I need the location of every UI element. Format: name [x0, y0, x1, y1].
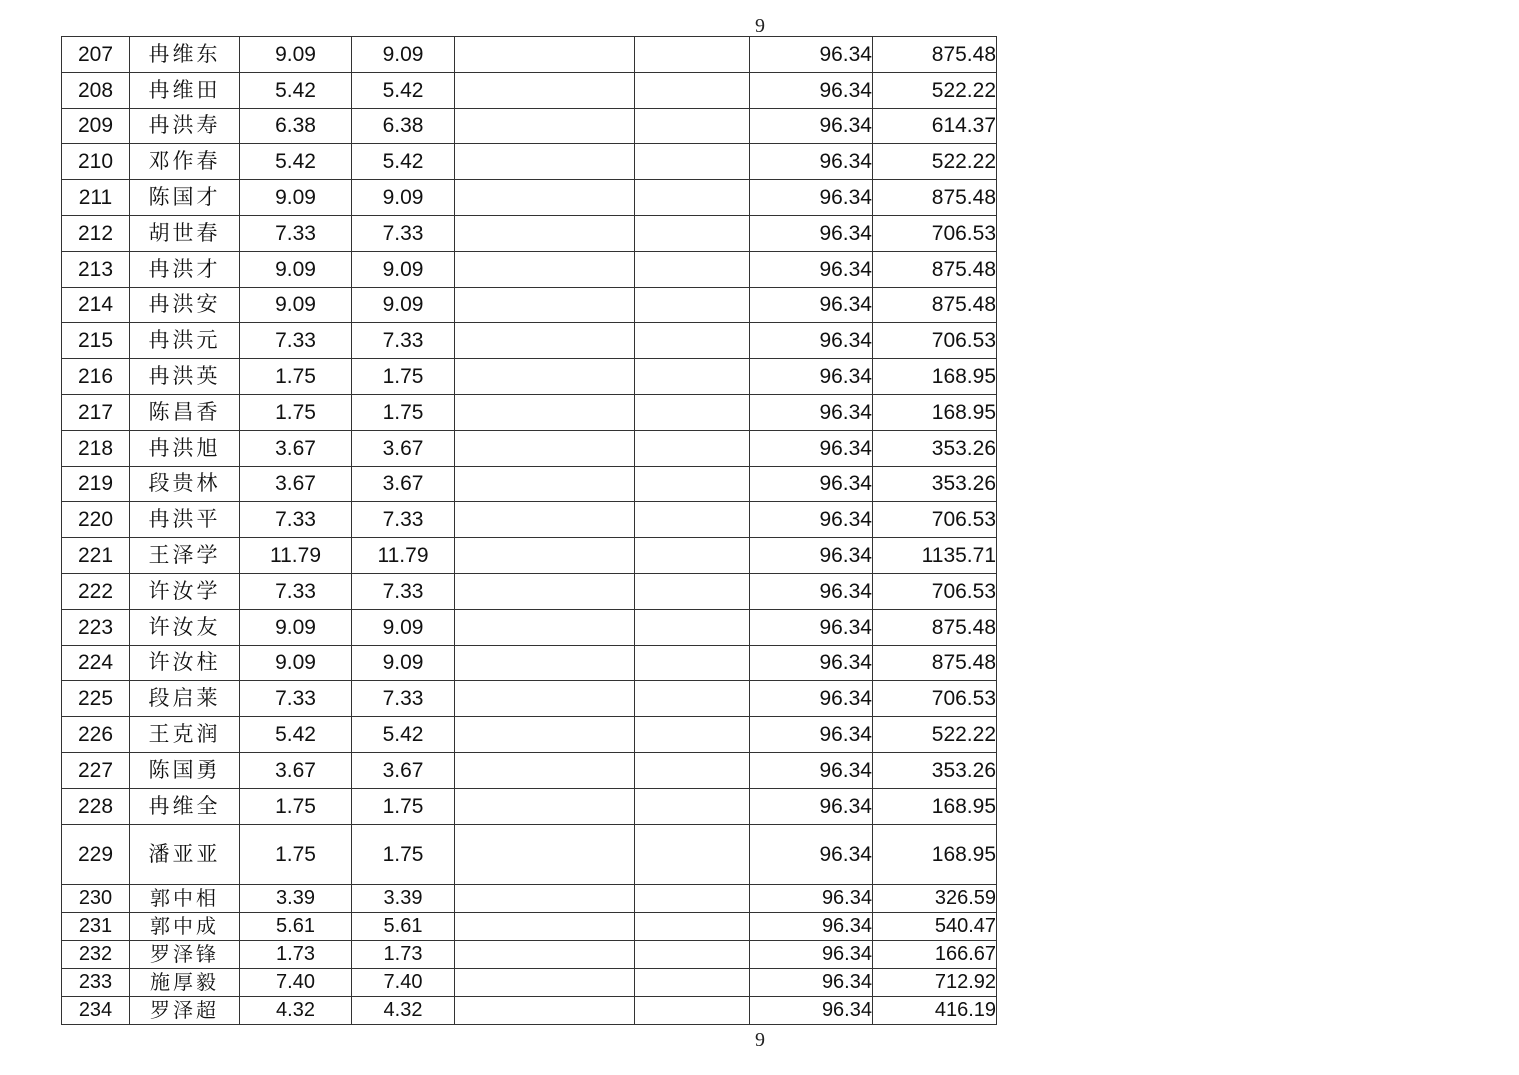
blank-cell [455, 323, 635, 359]
total-cell: 540.47 [873, 912, 997, 940]
area-b-cell: 11.79 [352, 538, 455, 574]
blank-cell [455, 884, 635, 912]
data-table [61, 36, 997, 1025]
total-cell: 1135.71 [873, 538, 997, 574]
area-a-cell: 11.79 [240, 538, 352, 574]
area-a-cell: 7.33 [240, 215, 352, 251]
table-row [62, 502, 997, 538]
blank-cell [635, 466, 750, 502]
blank-cell [455, 824, 635, 884]
row-number-cell: 217 [62, 394, 130, 430]
name-cell: 冉洪寿 [130, 108, 240, 144]
name-cell: 陈国勇 [130, 752, 240, 788]
area-a-cell: 7.33 [240, 502, 352, 538]
name-cell: 冉维田 [130, 72, 240, 108]
total-cell: 875.48 [873, 37, 997, 73]
rate-cell: 96.34 [750, 430, 873, 466]
table-row [62, 287, 997, 323]
area-a-cell: 1.75 [240, 359, 352, 395]
rate-cell: 96.34 [750, 37, 873, 73]
area-b-cell: 5.61 [352, 912, 455, 940]
blank-cell [635, 430, 750, 466]
blank-cell [635, 538, 750, 574]
blank-cell [455, 37, 635, 73]
blank-cell [635, 940, 750, 968]
name-cell: 罗泽锋 [130, 940, 240, 968]
blank-cell [635, 824, 750, 884]
total-cell: 353.26 [873, 752, 997, 788]
table-row [62, 752, 997, 788]
area-a-cell: 5.42 [240, 144, 352, 180]
rate-cell: 96.34 [750, 940, 873, 968]
rate-cell: 96.34 [750, 394, 873, 430]
total-cell: 712.92 [873, 968, 997, 996]
table-row [62, 180, 997, 216]
row-number-cell: 222 [62, 573, 130, 609]
name-cell: 许汝友 [130, 609, 240, 645]
total-cell: 706.53 [873, 323, 997, 359]
blank-cell [635, 645, 750, 681]
table-row [62, 884, 997, 912]
area-b-cell: 3.67 [352, 430, 455, 466]
blank-cell [455, 968, 635, 996]
blank-cell [635, 788, 750, 824]
name-cell: 陈国才 [130, 180, 240, 216]
blank-cell [455, 752, 635, 788]
table-row [62, 72, 997, 108]
rate-cell: 96.34 [750, 717, 873, 753]
area-b-cell: 1.75 [352, 359, 455, 395]
rate-cell: 96.34 [750, 538, 873, 574]
total-cell: 875.48 [873, 645, 997, 681]
blank-cell [455, 681, 635, 717]
table-row [62, 824, 997, 884]
total-cell: 706.53 [873, 573, 997, 609]
area-b-cell: 1.73 [352, 940, 455, 968]
area-a-cell: 1.73 [240, 940, 352, 968]
row-number-cell: 231 [62, 912, 130, 940]
blank-cell [635, 968, 750, 996]
total-cell: 353.26 [873, 466, 997, 502]
name-cell: 冉洪旭 [130, 430, 240, 466]
blank-cell [635, 884, 750, 912]
table-row [62, 912, 997, 940]
area-b-cell: 4.32 [352, 996, 455, 1024]
area-b-cell: 9.09 [352, 645, 455, 681]
blank-cell [455, 466, 635, 502]
row-number-cell: 212 [62, 215, 130, 251]
rate-cell: 96.34 [750, 215, 873, 251]
rate-cell: 96.34 [750, 996, 873, 1024]
table-row [62, 717, 997, 753]
row-number-cell: 219 [62, 466, 130, 502]
area-b-cell: 9.09 [352, 37, 455, 73]
row-number-cell: 207 [62, 37, 130, 73]
area-b-cell: 5.42 [352, 72, 455, 108]
table-body [62, 37, 997, 1025]
area-a-cell: 7.33 [240, 681, 352, 717]
area-a-cell: 6.38 [240, 108, 352, 144]
row-number-cell: 216 [62, 359, 130, 395]
total-cell: 875.48 [873, 609, 997, 645]
area-b-cell: 7.33 [352, 681, 455, 717]
table-row [62, 144, 997, 180]
area-b-cell: 9.09 [352, 251, 455, 287]
table-row [62, 968, 997, 996]
rate-cell: 96.34 [750, 884, 873, 912]
table-row [62, 323, 997, 359]
blank-cell [455, 359, 635, 395]
area-a-cell: 3.67 [240, 466, 352, 502]
name-cell: 施厚毅 [130, 968, 240, 996]
total-cell: 416.19 [873, 996, 997, 1024]
total-cell: 326.59 [873, 884, 997, 912]
blank-cell [635, 37, 750, 73]
rate-cell: 96.34 [750, 645, 873, 681]
area-b-cell: 3.39 [352, 884, 455, 912]
table-row [62, 37, 997, 73]
blank-cell [635, 609, 750, 645]
row-number-cell: 233 [62, 968, 130, 996]
area-a-cell: 9.09 [240, 609, 352, 645]
name-cell: 冉洪安 [130, 287, 240, 323]
blank-cell [455, 72, 635, 108]
area-a-cell: 1.75 [240, 788, 352, 824]
blank-cell [635, 323, 750, 359]
name-cell: 冉洪元 [130, 323, 240, 359]
area-b-cell: 5.42 [352, 717, 455, 753]
rate-cell: 96.34 [750, 912, 873, 940]
area-b-cell: 9.09 [352, 609, 455, 645]
blank-cell [635, 215, 750, 251]
rate-cell: 96.34 [750, 824, 873, 884]
total-cell: 522.22 [873, 72, 997, 108]
row-number-cell: 228 [62, 788, 130, 824]
rate-cell: 96.34 [750, 502, 873, 538]
name-cell: 邓作春 [130, 144, 240, 180]
area-a-cell: 1.75 [240, 394, 352, 430]
table-row [62, 573, 997, 609]
area-a-cell: 3.67 [240, 752, 352, 788]
table-row [62, 645, 997, 681]
row-number-cell: 221 [62, 538, 130, 574]
blank-cell [455, 912, 635, 940]
blank-cell [635, 144, 750, 180]
row-number-cell: 218 [62, 430, 130, 466]
area-b-cell: 7.33 [352, 323, 455, 359]
blank-cell [635, 573, 750, 609]
name-cell: 潘亚亚 [130, 824, 240, 884]
table-row [62, 215, 997, 251]
name-cell: 郭中成 [130, 912, 240, 940]
page-number-top: 9 [755, 15, 765, 37]
area-a-cell: 9.09 [240, 180, 352, 216]
table-row [62, 466, 997, 502]
name-cell: 郭中相 [130, 884, 240, 912]
rate-cell: 96.34 [750, 466, 873, 502]
name-cell: 陈昌香 [130, 394, 240, 430]
table-row [62, 996, 997, 1024]
row-number-cell: 211 [62, 180, 130, 216]
blank-cell [635, 394, 750, 430]
name-cell: 许汝柱 [130, 645, 240, 681]
area-a-cell: 5.61 [240, 912, 352, 940]
total-cell: 166.67 [873, 940, 997, 968]
rate-cell: 96.34 [750, 359, 873, 395]
rate-cell: 96.34 [750, 72, 873, 108]
blank-cell [635, 752, 750, 788]
rate-cell: 96.34 [750, 968, 873, 996]
blank-cell [455, 788, 635, 824]
blank-cell [455, 940, 635, 968]
name-cell: 段启莱 [130, 681, 240, 717]
blank-cell [455, 645, 635, 681]
area-a-cell: 3.67 [240, 430, 352, 466]
area-b-cell: 6.38 [352, 108, 455, 144]
blank-cell [455, 996, 635, 1024]
blank-cell [455, 430, 635, 466]
page-number-bottom: 9 [755, 1029, 765, 1051]
name-cell: 段贵林 [130, 466, 240, 502]
total-cell: 875.48 [873, 180, 997, 216]
blank-cell [635, 251, 750, 287]
area-a-cell: 5.42 [240, 717, 352, 753]
blank-cell [635, 108, 750, 144]
area-b-cell: 1.75 [352, 394, 455, 430]
total-cell: 522.22 [873, 144, 997, 180]
rate-cell: 96.34 [750, 752, 873, 788]
area-a-cell: 9.09 [240, 251, 352, 287]
blank-cell [635, 502, 750, 538]
blank-cell [635, 912, 750, 940]
blank-cell [455, 108, 635, 144]
blank-cell [455, 251, 635, 287]
rate-cell: 96.34 [750, 287, 873, 323]
total-cell: 168.95 [873, 788, 997, 824]
area-b-cell: 3.67 [352, 752, 455, 788]
blank-cell [455, 394, 635, 430]
total-cell: 706.53 [873, 681, 997, 717]
table-row [62, 609, 997, 645]
total-cell: 875.48 [873, 251, 997, 287]
rate-cell: 96.34 [750, 681, 873, 717]
table-row [62, 394, 997, 430]
area-a-cell: 4.32 [240, 996, 352, 1024]
table-row [62, 538, 997, 574]
table-row [62, 359, 997, 395]
rate-cell: 96.34 [750, 609, 873, 645]
row-number-cell: 208 [62, 72, 130, 108]
rate-cell: 96.34 [750, 573, 873, 609]
area-b-cell: 1.75 [352, 824, 455, 884]
total-cell: 706.53 [873, 502, 997, 538]
table-row [62, 681, 997, 717]
rate-cell: 96.34 [750, 108, 873, 144]
area-b-cell: 1.75 [352, 788, 455, 824]
area-a-cell: 5.42 [240, 72, 352, 108]
rate-cell: 96.34 [750, 144, 873, 180]
row-number-cell: 227 [62, 752, 130, 788]
area-a-cell: 9.09 [240, 287, 352, 323]
blank-cell [635, 72, 750, 108]
area-b-cell: 7.33 [352, 502, 455, 538]
blank-cell [455, 502, 635, 538]
table-row [62, 940, 997, 968]
row-number-cell: 232 [62, 940, 130, 968]
row-number-cell: 225 [62, 681, 130, 717]
name-cell: 王泽学 [130, 538, 240, 574]
area-b-cell: 9.09 [352, 180, 455, 216]
area-b-cell: 7.33 [352, 573, 455, 609]
row-number-cell: 223 [62, 609, 130, 645]
total-cell: 706.53 [873, 215, 997, 251]
blank-cell [455, 180, 635, 216]
name-cell: 许汝学 [130, 573, 240, 609]
name-cell: 罗泽超 [130, 996, 240, 1024]
table-row [62, 430, 997, 466]
area-a-cell: 3.39 [240, 884, 352, 912]
area-b-cell: 7.33 [352, 215, 455, 251]
area-b-cell: 3.67 [352, 466, 455, 502]
row-number-cell: 214 [62, 287, 130, 323]
table-row [62, 788, 997, 824]
area-a-cell: 9.09 [240, 645, 352, 681]
area-a-cell: 7.33 [240, 573, 352, 609]
total-cell: 875.48 [873, 287, 997, 323]
blank-cell [455, 609, 635, 645]
total-cell: 168.95 [873, 824, 997, 884]
table-row [62, 251, 997, 287]
blank-cell [635, 287, 750, 323]
rate-cell: 96.34 [750, 251, 873, 287]
blank-cell [455, 144, 635, 180]
blank-cell [455, 573, 635, 609]
total-cell: 168.95 [873, 359, 997, 395]
blank-cell [635, 180, 750, 216]
blank-cell [455, 215, 635, 251]
rate-cell: 96.34 [750, 788, 873, 824]
row-number-cell: 213 [62, 251, 130, 287]
total-cell: 614.37 [873, 108, 997, 144]
area-b-cell: 5.42 [352, 144, 455, 180]
row-number-cell: 229 [62, 824, 130, 884]
blank-cell [455, 287, 635, 323]
area-a-cell: 7.33 [240, 323, 352, 359]
area-b-cell: 7.40 [352, 968, 455, 996]
name-cell: 冉洪才 [130, 251, 240, 287]
total-cell: 522.22 [873, 717, 997, 753]
area-a-cell: 7.40 [240, 968, 352, 996]
name-cell: 冉洪英 [130, 359, 240, 395]
rate-cell: 96.34 [750, 323, 873, 359]
blank-cell [635, 359, 750, 395]
name-cell: 胡世春 [130, 215, 240, 251]
name-cell: 冉维东 [130, 37, 240, 73]
row-number-cell: 215 [62, 323, 130, 359]
blank-cell [635, 681, 750, 717]
rate-cell: 96.34 [750, 180, 873, 216]
name-cell: 冉维全 [130, 788, 240, 824]
row-number-cell: 230 [62, 884, 130, 912]
row-number-cell: 210 [62, 144, 130, 180]
table-row [62, 108, 997, 144]
blank-cell [455, 538, 635, 574]
row-number-cell: 220 [62, 502, 130, 538]
blank-cell [455, 717, 635, 753]
total-cell: 168.95 [873, 394, 997, 430]
row-number-cell: 209 [62, 108, 130, 144]
row-number-cell: 234 [62, 996, 130, 1024]
row-number-cell: 224 [62, 645, 130, 681]
name-cell: 冉洪平 [130, 502, 240, 538]
blank-cell [635, 717, 750, 753]
total-cell: 353.26 [873, 430, 997, 466]
area-a-cell: 1.75 [240, 824, 352, 884]
area-b-cell: 9.09 [352, 287, 455, 323]
row-number-cell: 226 [62, 717, 130, 753]
name-cell: 王克润 [130, 717, 240, 753]
blank-cell [635, 996, 750, 1024]
area-a-cell: 9.09 [240, 37, 352, 73]
